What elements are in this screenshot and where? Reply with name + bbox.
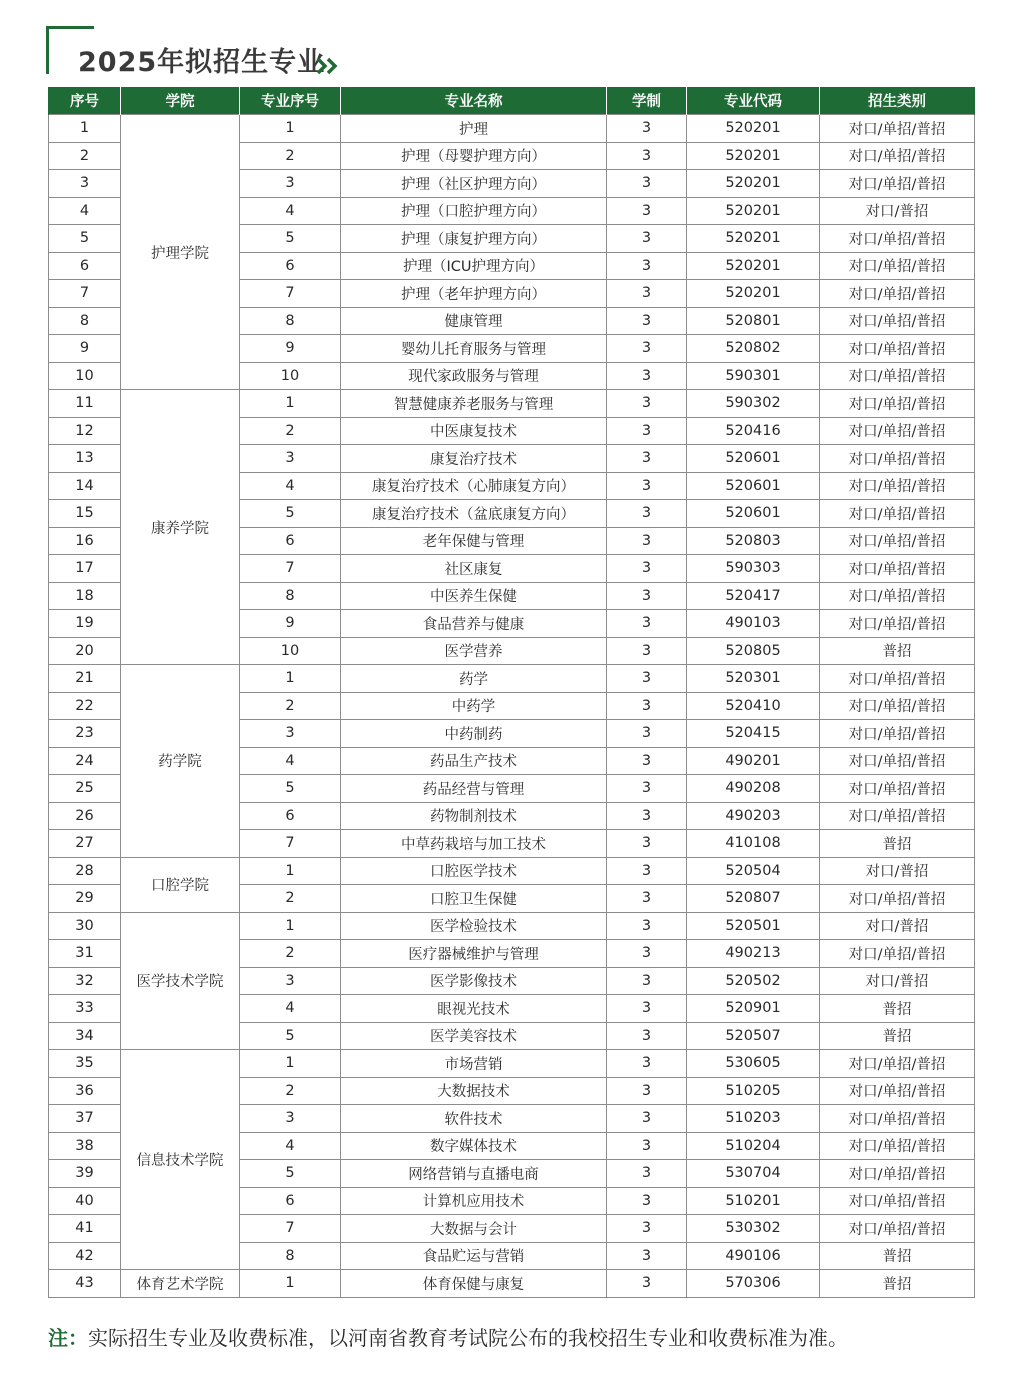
cell-major-index: 7 <box>240 280 341 308</box>
cell-major-index: 4 <box>240 472 341 500</box>
cell-enroll-type: 对口/单招/普招 <box>820 555 975 583</box>
cell-years: 3 <box>607 967 687 995</box>
cell-no: 42 <box>49 1242 121 1270</box>
cell-no: 11 <box>49 390 121 418</box>
cell-enroll-type: 对口/单招/普招 <box>820 1105 975 1133</box>
header-major-index: 专业序号 <box>240 87 341 115</box>
cell-major-code: 520901 <box>687 995 820 1023</box>
cell-years: 3 <box>607 802 687 830</box>
cell-years: 3 <box>607 720 687 748</box>
cell-no: 33 <box>49 995 121 1023</box>
cell-major-index: 7 <box>240 1215 341 1243</box>
cell-years: 3 <box>607 500 687 528</box>
double-chevron-icon <box>316 56 342 76</box>
cell-years: 3 <box>607 1132 687 1160</box>
cell-major-code: 490203 <box>687 802 820 830</box>
cell-no: 14 <box>49 472 121 500</box>
cell-years: 3 <box>607 1270 687 1298</box>
table-header-row <box>49 87 975 115</box>
cell-major-name: 康复治疗技术（心肺康复方向） <box>341 472 607 500</box>
cell-enroll-type: 对口/单招/普招 <box>820 665 975 693</box>
cell-major-code: 520201 <box>687 115 820 143</box>
cell-major-index: 4 <box>240 747 341 775</box>
cell-no: 32 <box>49 967 121 995</box>
cell-major-name: 大数据与会计 <box>341 1215 607 1243</box>
cell-enroll-type: 普招 <box>820 1022 975 1050</box>
footnote-text: 实际招生专业及收费标准，以河南省教育考试院公布的我校招生专业和收费标准为准。 <box>88 1326 848 1350</box>
cell-major-index: 4 <box>240 995 341 1023</box>
cell-major-name: 护理（社区护理方向） <box>341 170 607 198</box>
cell-major-code: 520201 <box>687 252 820 280</box>
cell-college: 医学技术学院 <box>121 912 240 1050</box>
cell-years: 3 <box>607 830 687 858</box>
cell-major-name: 智慧健康养老服务与管理 <box>341 390 607 418</box>
cell-no: 6 <box>49 252 121 280</box>
cell-major-index: 2 <box>240 1077 341 1105</box>
cell-enroll-type: 对口/单招/普招 <box>820 252 975 280</box>
cell-major-name: 药品生产技术 <box>341 747 607 775</box>
cell-no: 10 <box>49 362 121 390</box>
cell-major-name: 健康管理 <box>341 307 607 335</box>
cell-years: 3 <box>607 555 687 583</box>
cell-no: 41 <box>49 1215 121 1243</box>
header-enroll-type: 招生类别 <box>820 87 975 115</box>
cell-major-index: 6 <box>240 802 341 830</box>
cell-no: 35 <box>49 1050 121 1078</box>
cell-major-name: 中药学 <box>341 692 607 720</box>
cell-enroll-type: 对口/单招/普招 <box>820 802 975 830</box>
cell-major-index: 8 <box>240 582 341 610</box>
cell-years: 3 <box>607 280 687 308</box>
cell-college: 药学院 <box>121 665 240 858</box>
cell-years: 3 <box>607 1105 687 1133</box>
cell-major-index: 10 <box>240 637 341 665</box>
cell-years: 3 <box>607 857 687 885</box>
cell-major-name: 眼视光技术 <box>341 995 607 1023</box>
cell-no: 13 <box>49 445 121 473</box>
cell-years: 3 <box>607 197 687 225</box>
cell-enroll-type: 对口/单招/普招 <box>820 885 975 913</box>
cell-enroll-type: 对口/单招/普招 <box>820 445 975 473</box>
header-years: 学制 <box>607 87 687 115</box>
footnote-label: 注： <box>48 1326 88 1350</box>
cell-major-name: 医疗器械维护与管理 <box>341 940 607 968</box>
cell-enroll-type: 对口/单招/普招 <box>820 390 975 418</box>
cell-major-name: 中医康复技术 <box>341 417 607 445</box>
cell-major-code: 490213 <box>687 940 820 968</box>
table-row <box>49 390 975 418</box>
cell-years: 3 <box>607 1077 687 1105</box>
cell-major-name: 护理（ICU护理方向） <box>341 252 607 280</box>
cell-no: 38 <box>49 1132 121 1160</box>
cell-enroll-type: 对口/单招/普招 <box>820 582 975 610</box>
cell-years: 3 <box>607 307 687 335</box>
cell-no: 23 <box>49 720 121 748</box>
cell-years: 3 <box>607 582 687 610</box>
cell-no: 36 <box>49 1077 121 1105</box>
cell-years: 3 <box>607 940 687 968</box>
cell-enroll-type: 对口/普招 <box>820 197 975 225</box>
header-major-name: 专业名称 <box>341 87 607 115</box>
cell-major-name: 社区康复 <box>341 555 607 583</box>
cell-major-name: 康复治疗技术 <box>341 445 607 473</box>
cell-major-name: 医学美容技术 <box>341 1022 607 1050</box>
cell-major-code: 520201 <box>687 280 820 308</box>
cell-years: 3 <box>607 225 687 253</box>
cell-no: 1 <box>49 115 121 143</box>
cell-major-name: 食品营养与健康 <box>341 610 607 638</box>
cell-major-index: 1 <box>240 665 341 693</box>
cell-no: 22 <box>49 692 121 720</box>
cell-years: 3 <box>607 472 687 500</box>
cell-no: 19 <box>49 610 121 638</box>
cell-enroll-type: 对口/普招 <box>820 967 975 995</box>
cell-major-index: 7 <box>240 830 341 858</box>
cell-enroll-type: 对口/单招/普招 <box>820 747 975 775</box>
cell-no: 29 <box>49 885 121 913</box>
cell-no: 31 <box>49 940 121 968</box>
cell-major-name: 中医养生保健 <box>341 582 607 610</box>
cell-years: 3 <box>607 445 687 473</box>
cell-no: 25 <box>49 775 121 803</box>
cell-major-index: 3 <box>240 170 341 198</box>
cell-years: 3 <box>607 1187 687 1215</box>
cell-major-code: 490201 <box>687 747 820 775</box>
cell-major-code: 590301 <box>687 362 820 390</box>
cell-major-name: 婴幼儿托育服务与管理 <box>341 335 607 363</box>
cell-enroll-type: 普招 <box>820 1242 975 1270</box>
cell-major-code: 510201 <box>687 1187 820 1215</box>
cell-years: 3 <box>607 527 687 555</box>
cell-enroll-type: 对口/单招/普招 <box>820 610 975 638</box>
cell-enroll-type: 对口/单招/普招 <box>820 500 975 528</box>
cell-enroll-type: 对口/单招/普招 <box>820 417 975 445</box>
title-block <box>46 26 366 78</box>
cell-major-name: 软件技术 <box>341 1105 607 1133</box>
cell-years: 3 <box>607 362 687 390</box>
cell-major-name: 药学 <box>341 665 607 693</box>
cell-major-index: 1 <box>240 857 341 885</box>
cell-enroll-type: 对口/单招/普招 <box>820 115 975 143</box>
cell-years: 3 <box>607 1242 687 1270</box>
cell-no: 43 <box>49 1270 121 1298</box>
cell-enroll-type: 对口/单招/普招 <box>820 280 975 308</box>
cell-no: 17 <box>49 555 121 583</box>
cell-major-index: 2 <box>240 142 341 170</box>
cell-major-index: 1 <box>240 115 341 143</box>
cell-major-index: 9 <box>240 335 341 363</box>
cell-years: 3 <box>607 610 687 638</box>
cell-major-index: 5 <box>240 1022 341 1050</box>
cell-major-name: 老年保健与管理 <box>341 527 607 555</box>
cell-no: 5 <box>49 225 121 253</box>
cell-major-index: 1 <box>240 1050 341 1078</box>
cell-no: 7 <box>49 280 121 308</box>
cell-major-index: 1 <box>240 390 341 418</box>
cell-major-code: 520416 <box>687 417 820 445</box>
cell-no: 3 <box>49 170 121 198</box>
cell-no: 26 <box>49 802 121 830</box>
cell-major-name: 市场营销 <box>341 1050 607 1078</box>
table-row <box>49 1050 975 1078</box>
cell-enroll-type: 对口/单招/普招 <box>820 692 975 720</box>
cell-major-name: 医学影像技术 <box>341 967 607 995</box>
cell-college: 体育艺术学院 <box>121 1270 240 1298</box>
cell-major-code: 520601 <box>687 445 820 473</box>
cell-enroll-type: 普招 <box>820 830 975 858</box>
table-row <box>49 1270 975 1298</box>
cell-major-code: 520415 <box>687 720 820 748</box>
cell-no: 4 <box>49 197 121 225</box>
cell-major-index: 7 <box>240 555 341 583</box>
cell-major-index: 8 <box>240 1242 341 1270</box>
cell-major-name: 中草药栽培与加工技术 <box>341 830 607 858</box>
cell-major-code: 520201 <box>687 142 820 170</box>
cell-major-code: 510205 <box>687 1077 820 1105</box>
cell-years: 3 <box>607 665 687 693</box>
cell-no: 15 <box>49 500 121 528</box>
cell-enroll-type: 对口/单招/普招 <box>820 225 975 253</box>
cell-major-code: 590303 <box>687 555 820 583</box>
cell-no: 21 <box>49 665 121 693</box>
cell-enroll-type: 对口/单招/普招 <box>820 335 975 363</box>
cell-major-code: 490103 <box>687 610 820 638</box>
cell-major-name: 食品贮运与营销 <box>341 1242 607 1270</box>
cell-major-code: 520501 <box>687 912 820 940</box>
cell-no: 34 <box>49 1022 121 1050</box>
cell-major-index: 3 <box>240 967 341 995</box>
cell-major-code: 530605 <box>687 1050 820 1078</box>
cell-major-code: 520504 <box>687 857 820 885</box>
cell-major-index: 3 <box>240 1105 341 1133</box>
cell-years: 3 <box>607 417 687 445</box>
cell-major-name: 护理（康复护理方向） <box>341 225 607 253</box>
cell-major-index: 8 <box>240 307 341 335</box>
cell-major-code: 410108 <box>687 830 820 858</box>
cell-major-name: 计算机应用技术 <box>341 1187 607 1215</box>
cell-years: 3 <box>607 142 687 170</box>
cell-years: 3 <box>607 775 687 803</box>
cell-major-code: 520301 <box>687 665 820 693</box>
cell-major-index: 6 <box>240 527 341 555</box>
cell-years: 3 <box>607 1160 687 1188</box>
cell-no: 18 <box>49 582 121 610</box>
cell-major-name: 康复治疗技术（盆底康复方向） <box>341 500 607 528</box>
cell-major-code: 520502 <box>687 967 820 995</box>
cell-major-code: 570306 <box>687 1270 820 1298</box>
cell-enroll-type: 对口/单招/普招 <box>820 1215 975 1243</box>
cell-major-index: 3 <box>240 720 341 748</box>
cell-major-index: 4 <box>240 1132 341 1160</box>
cell-major-index: 2 <box>240 940 341 968</box>
cell-major-name: 体育保健与康复 <box>341 1270 607 1298</box>
cell-major-name: 数字媒体技术 <box>341 1132 607 1160</box>
cell-college: 信息技术学院 <box>121 1050 240 1270</box>
cell-no: 37 <box>49 1105 121 1133</box>
table-row <box>49 912 975 940</box>
cell-years: 3 <box>607 747 687 775</box>
cell-enroll-type: 对口/单招/普招 <box>820 170 975 198</box>
cell-no: 2 <box>49 142 121 170</box>
cell-major-code: 510204 <box>687 1132 820 1160</box>
cell-enroll-type: 普招 <box>820 637 975 665</box>
cell-major-code: 520201 <box>687 170 820 198</box>
cell-major-name: 口腔卫生保健 <box>341 885 607 913</box>
cell-major-index: 6 <box>240 252 341 280</box>
cell-years: 3 <box>607 390 687 418</box>
cell-major-code: 520417 <box>687 582 820 610</box>
cell-no: 27 <box>49 830 121 858</box>
cell-major-code: 520802 <box>687 335 820 363</box>
cell-no: 28 <box>49 857 121 885</box>
majors-table <box>48 87 975 1298</box>
cell-major-name: 医学营养 <box>341 637 607 665</box>
cell-enroll-type: 对口/单招/普招 <box>820 1187 975 1215</box>
cell-major-name: 护理 <box>341 115 607 143</box>
cell-major-index: 1 <box>240 912 341 940</box>
header-major-code: 专业代码 <box>687 87 820 115</box>
cell-major-index: 4 <box>240 197 341 225</box>
table-row <box>49 115 975 143</box>
cell-years: 3 <box>607 1215 687 1243</box>
cell-major-name: 中药制药 <box>341 720 607 748</box>
cell-years: 3 <box>607 335 687 363</box>
header-no: 序号 <box>49 87 121 115</box>
cell-major-index: 10 <box>240 362 341 390</box>
cell-major-code: 520507 <box>687 1022 820 1050</box>
cell-major-name: 护理（老年护理方向） <box>341 280 607 308</box>
cell-no: 20 <box>49 637 121 665</box>
cell-years: 3 <box>607 912 687 940</box>
cell-major-code: 520201 <box>687 197 820 225</box>
cell-major-code: 590302 <box>687 390 820 418</box>
cell-years: 3 <box>607 995 687 1023</box>
cell-major-name: 药品经营与管理 <box>341 775 607 803</box>
table-body <box>49 115 975 1298</box>
cell-major-code: 520805 <box>687 637 820 665</box>
cell-major-index: 2 <box>240 417 341 445</box>
cell-major-index: 5 <box>240 225 341 253</box>
cell-no: 9 <box>49 335 121 363</box>
cell-major-index: 3 <box>240 445 341 473</box>
cell-years: 3 <box>607 637 687 665</box>
cell-enroll-type: 普招 <box>820 1270 975 1298</box>
cell-major-code: 520807 <box>687 885 820 913</box>
cell-major-code: 530704 <box>687 1160 820 1188</box>
cell-major-index: 5 <box>240 775 341 803</box>
cell-major-code: 530302 <box>687 1215 820 1243</box>
cell-enroll-type: 对口/单招/普招 <box>820 142 975 170</box>
cell-major-name: 医学检验技术 <box>341 912 607 940</box>
footnote <box>48 1322 848 1351</box>
cell-enroll-type: 对口/单招/普招 <box>820 1132 975 1160</box>
cell-major-index: 2 <box>240 885 341 913</box>
cell-major-code: 520410 <box>687 692 820 720</box>
cell-enroll-type: 对口/单招/普招 <box>820 1160 975 1188</box>
cell-years: 3 <box>607 115 687 143</box>
cell-major-name: 护理（母婴护理方向） <box>341 142 607 170</box>
cell-major-name: 口腔医学技术 <box>341 857 607 885</box>
cell-major-index: 6 <box>240 1187 341 1215</box>
cell-major-name: 网络营销与直播电商 <box>341 1160 607 1188</box>
cell-major-code: 520601 <box>687 472 820 500</box>
cell-years: 3 <box>607 1050 687 1078</box>
cell-major-code: 490208 <box>687 775 820 803</box>
cell-major-code: 520201 <box>687 225 820 253</box>
cell-no: 12 <box>49 417 121 445</box>
cell-major-index: 5 <box>240 1160 341 1188</box>
cell-college: 护理学院 <box>121 115 240 390</box>
cell-enroll-type: 对口/单招/普招 <box>820 472 975 500</box>
cell-no: 24 <box>49 747 121 775</box>
cell-major-code: 520601 <box>687 500 820 528</box>
cell-enroll-type: 对口/单招/普招 <box>820 307 975 335</box>
cell-enroll-type: 对口/单招/普招 <box>820 362 975 390</box>
cell-no: 8 <box>49 307 121 335</box>
cell-major-index: 9 <box>240 610 341 638</box>
table-row <box>49 665 975 693</box>
cell-major-name: 护理（口腔护理方向） <box>341 197 607 225</box>
cell-enroll-type: 对口/单招/普招 <box>820 775 975 803</box>
cell-no: 16 <box>49 527 121 555</box>
header-college: 学院 <box>121 87 240 115</box>
cell-years: 3 <box>607 885 687 913</box>
cell-enroll-type: 普招 <box>820 995 975 1023</box>
cell-enroll-type: 对口/普招 <box>820 912 975 940</box>
cell-enroll-type: 对口/单招/普招 <box>820 1077 975 1105</box>
cell-enroll-type: 对口/单招/普招 <box>820 1050 975 1078</box>
cell-enroll-type: 对口/单招/普招 <box>820 940 975 968</box>
cell-no: 30 <box>49 912 121 940</box>
cell-major-code: 510203 <box>687 1105 820 1133</box>
cell-years: 3 <box>607 692 687 720</box>
cell-major-name: 大数据技术 <box>341 1077 607 1105</box>
cell-years: 3 <box>607 1022 687 1050</box>
page-title: 2025年拟招生专业 <box>78 47 326 78</box>
cell-college: 口腔学院 <box>121 857 240 912</box>
cell-major-name: 药物制剂技术 <box>341 802 607 830</box>
cell-major-index: 5 <box>240 500 341 528</box>
cell-no: 39 <box>49 1160 121 1188</box>
cell-years: 3 <box>607 170 687 198</box>
cell-enroll-type: 对口/单招/普招 <box>820 527 975 555</box>
cell-major-code: 520803 <box>687 527 820 555</box>
cell-major-name: 现代家政服务与管理 <box>341 362 607 390</box>
cell-major-code: 490106 <box>687 1242 820 1270</box>
cell-major-index: 2 <box>240 692 341 720</box>
table-row <box>49 857 975 885</box>
cell-major-index: 1 <box>240 1270 341 1298</box>
cell-years: 3 <box>607 252 687 280</box>
cell-major-code: 520801 <box>687 307 820 335</box>
cell-no: 40 <box>49 1187 121 1215</box>
cell-enroll-type: 对口/普招 <box>820 857 975 885</box>
cell-college: 康养学院 <box>121 390 240 665</box>
cell-enroll-type: 对口/单招/普招 <box>820 720 975 748</box>
